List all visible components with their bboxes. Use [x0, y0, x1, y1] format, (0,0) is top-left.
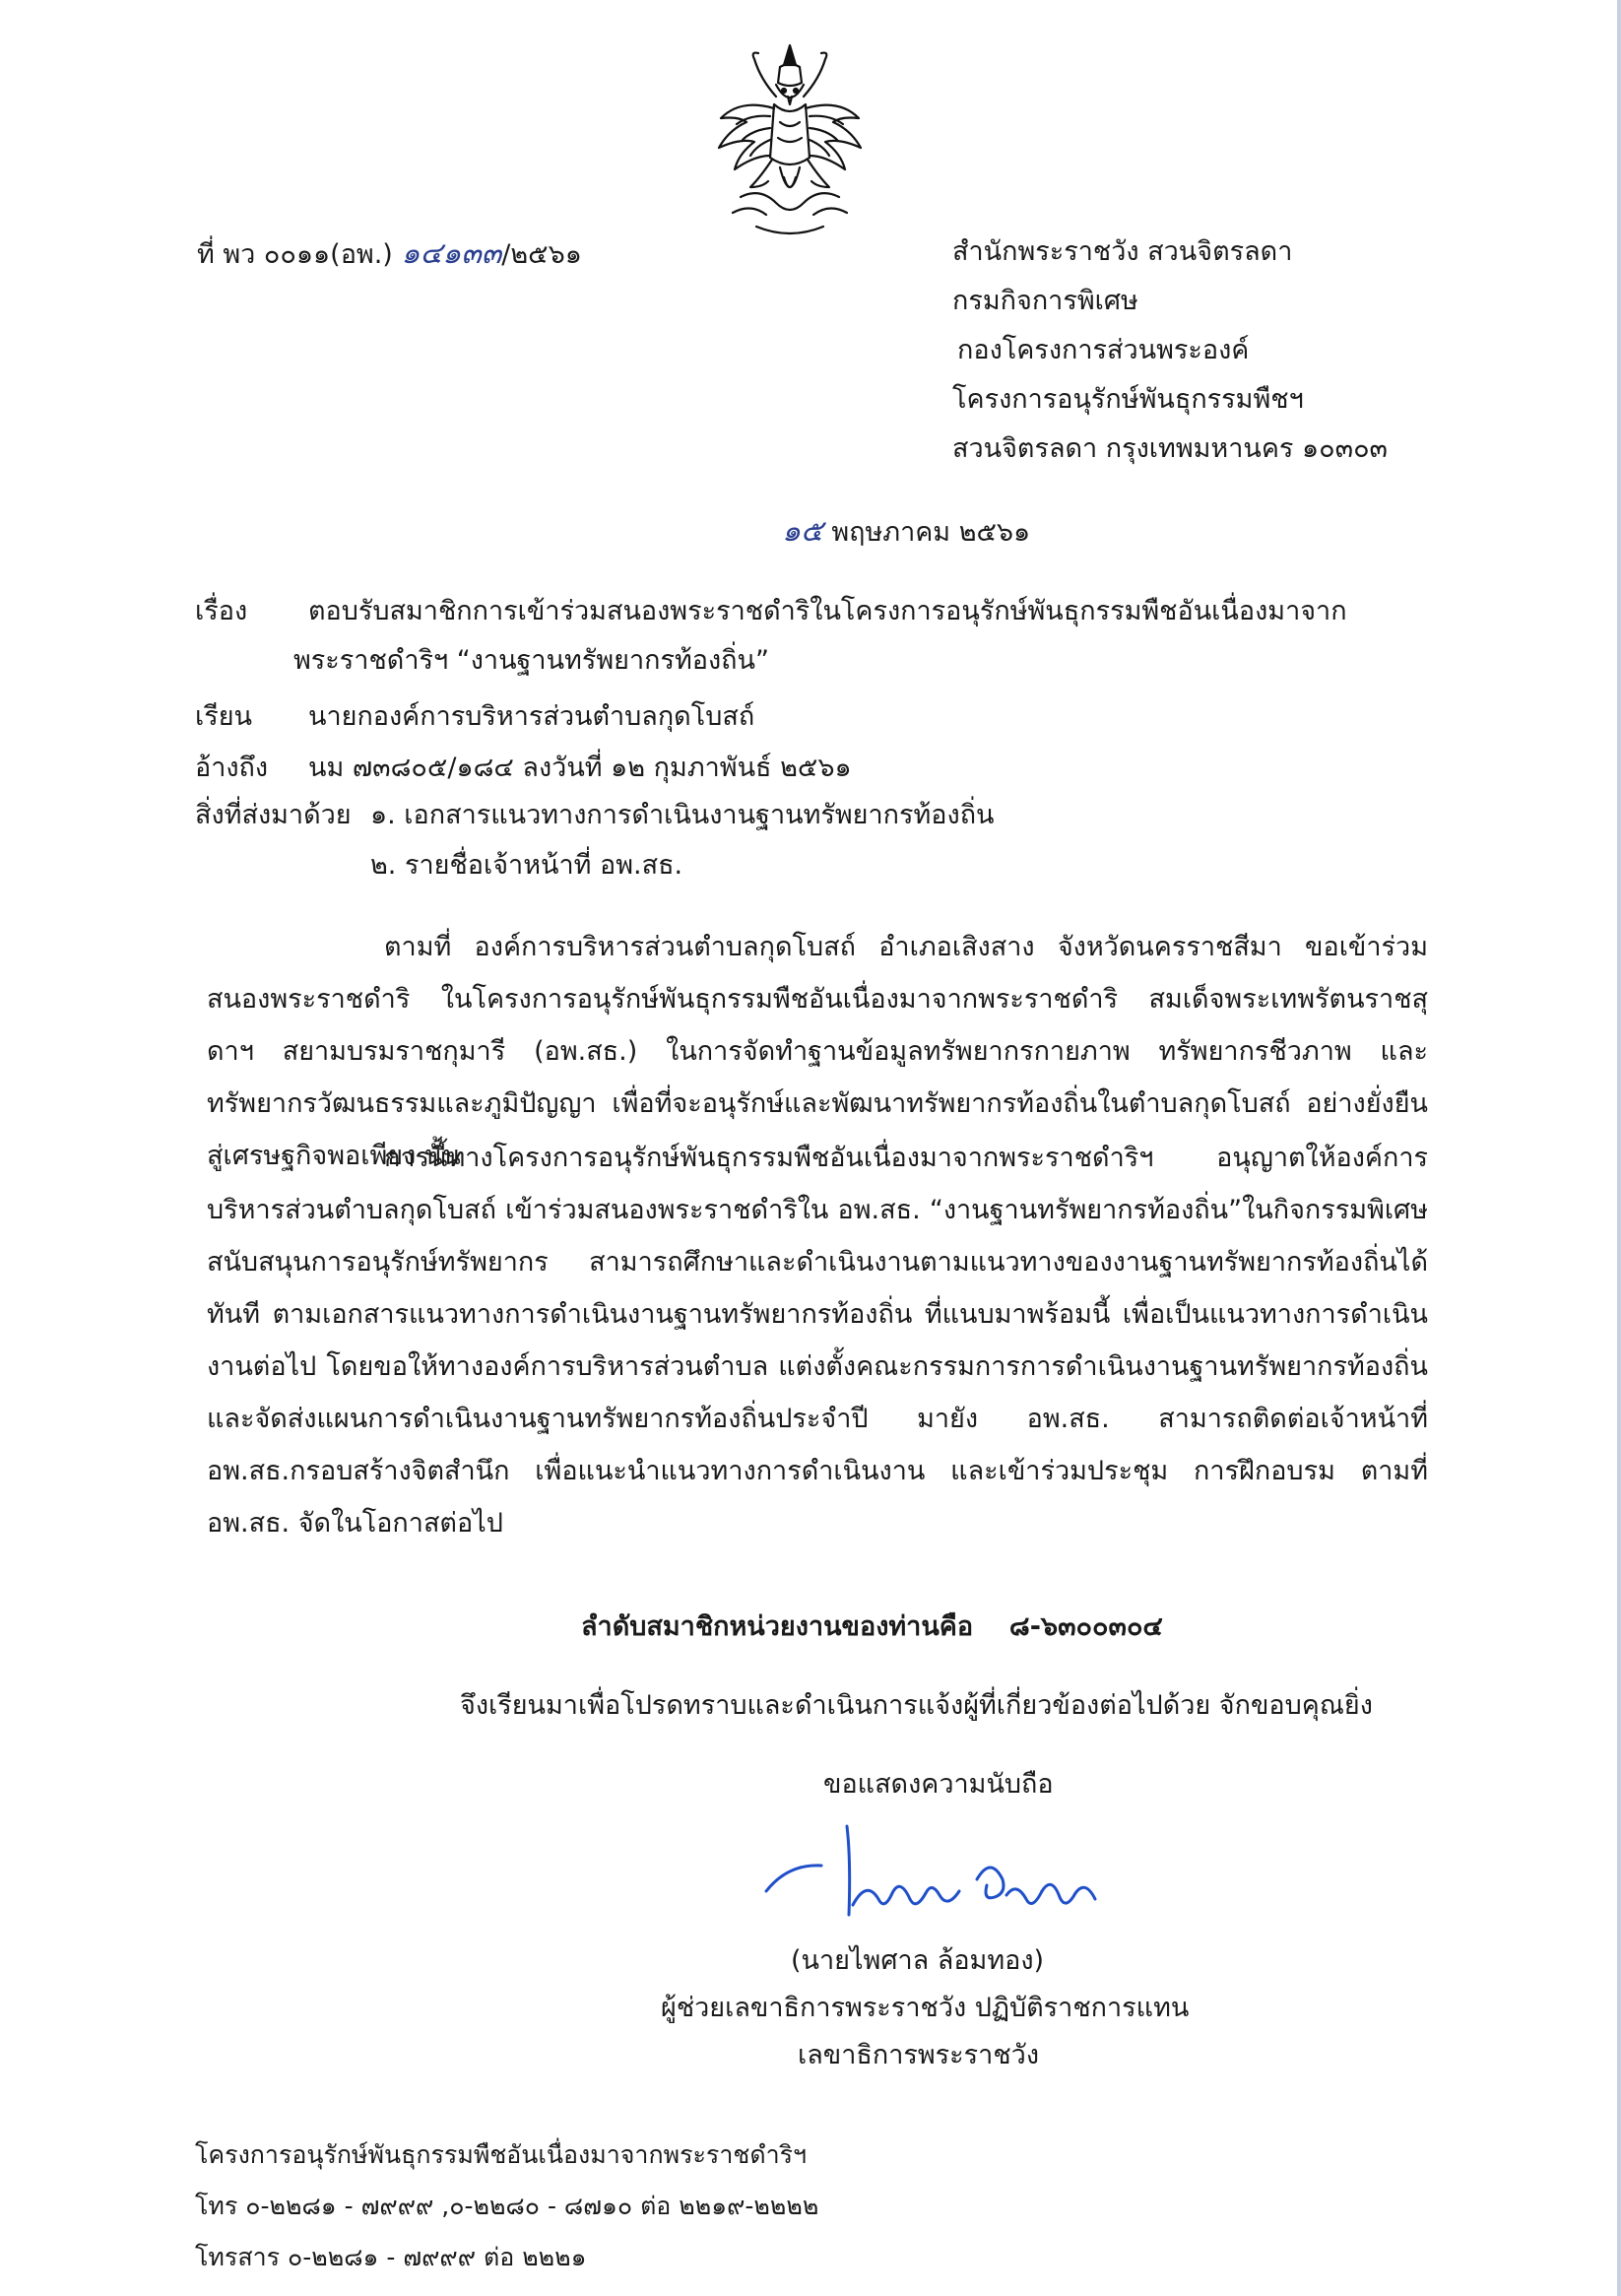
- letter-date: [782, 512, 1030, 553]
- date-text: พฤษภาคม ๒๕๖๑: [831, 517, 1031, 548]
- closing-request: จึงเรียนมาเพื่อโปรดทราบและดำเนินการแจ้งผู้ที่เกี่ยวข้องต่อไปด้วย จักขอบคุณยิ่ง: [460, 1690, 1373, 1721]
- date-day-handwritten: ๑๕: [782, 514, 823, 549]
- salutation: ขอแสดงความนับถือ: [823, 1769, 1054, 1800]
- footer-fax: โทรสาร ๐-๒๒๘๑ - ๗๙๙๙ ต่อ ๒๒๒๑: [195, 2243, 587, 2271]
- garuda-emblem-icon: [711, 39, 869, 246]
- paragraph-1-text: ตามที่ องค์การบริหารส่วนตำบลกุดโบสถ์ อำเภอเสิงสาง จังหวัดนครราชสีมา ขอเข้าร่วมสนองพระราชดำริ ในโครงการอนุรักษ์พันธุกรรมพืชอันเนื่องมาจากพระราชดำริ สมเด็จพระเทพรัตนราชสุดาฯ สยามบรมราชกุมารี (อพ.สธ.) ในการจัดทำฐานข้อมูลทรัพยากรกายภาพ ทรัพยากรชีวภาพ และทรัพยากรวัฒนธรรมและภูมิปัญญา เพื่อที่จะอนุรักษ์และพัฒนาทรัพยากรท้องถิ่นในตำบลกุดโบสถ์ อย่างยั่งยืนสู่เศรษฐกิจพอเพียง นั้น: [207, 932, 1428, 1171]
- to-value: นายกองค์การบริหารส่วนตำบลกุดโบสถ์: [308, 701, 755, 732]
- footer-org: โครงการอนุรักษ์พันธุกรรมพืชอันเนื่องมาจากพระราชดำริฯ: [195, 2140, 808, 2169]
- subject-line-1: ตอบรับสมาชิกการเข้าร่วมสนองพระราชดำริในโครงการอนุรักษ์พันธุกรรมพืชอันเนื่องมาจาก: [308, 596, 1347, 626]
- enclosure-item-2: ๒. รายชื่อเจ้าหน้าที่ อพ.สธ.: [370, 850, 683, 881]
- reference-prefix: ที่ พว ๐๐๑๑(อพ.): [197, 239, 393, 270]
- handwritten-signature-icon: [758, 1820, 1113, 1938]
- enclosure-label: สิ่งที่ส่งมาด้วย: [195, 800, 352, 830]
- signer-name: (นายไพศาล ล้อมทอง): [791, 1945, 1045, 1976]
- sender-line-5: สวนจิตรลดา กรุงเทพมหานคร ๑๐๓๐๓: [952, 433, 1389, 464]
- signer-position-2: เลขาธิการพระราชวัง: [798, 2040, 1040, 2070]
- reference-suffix: /๒๕๖๑: [501, 239, 582, 270]
- subject-line-2: พระราชดำริฯ “งานฐานทรัพยากรท้องถิ่น”: [293, 645, 769, 676]
- reference-handwritten: ๑๔๑๓๓: [401, 236, 502, 271]
- reference-label: อ้างถึง: [195, 753, 269, 783]
- sender-line-2: กรมกิจการพิเศษ: [952, 286, 1138, 316]
- sender-line-4: โครงการอนุรักษ์พันธุกรรมพืชฯ: [952, 384, 1304, 415]
- page-edge: [1617, 0, 1621, 2296]
- to-label: เรียน: [195, 701, 253, 732]
- subject-label: เรื่อง: [195, 596, 248, 626]
- footer-phone: โทร ๐-๒๒๘๑ - ๗๙๙๙ ,๐-๒๒๘๐ - ๘๗๑๐ ต่อ ๒๒๑๙-๒๒๒๒: [195, 2192, 819, 2220]
- enclosure-item-1: ๑. เอกสารแนวทางการดำเนินงานฐานทรัพยากรท้องถิ่น: [370, 800, 995, 830]
- sender-line-3: กองโครงการส่วนพระองค์: [957, 335, 1250, 365]
- member-label: ลำดับสมาชิกหน่วยงานของท่านคือ: [581, 1611, 974, 1642]
- sender-line-1: สำนักพระราชวัง สวนจิตรลดา: [952, 236, 1293, 267]
- member-number-line: [581, 1607, 1163, 1647]
- member-number: ๘-๖๓๐๐๓๐๔: [1008, 1611, 1163, 1642]
- reference-number: [197, 234, 582, 275]
- reference-value: นม ๗๓๘๐๕/๑๘๔ ลงวันที่ ๑๒ กุมภาพันธ์ ๒๕๖๑: [308, 753, 852, 783]
- body-paragraph-2: [207, 1132, 1428, 1549]
- signer-position-1: ผู้ช่วยเลขาธิการพระราชวัง ปฏิบัติราชการแทน: [661, 1993, 1190, 2023]
- paragraph-2-text: การนี้ทางโครงการอนุรักษ์พันธุกรรมพืชอันเนื่องมาจากพระราชดำริฯ อนุญาตให้องค์การบริหารส่วนตำบลกุดโบสถ์ เข้าร่วมสนองพระราชดำริใน อพ.สธ. “งานฐานทรัพยากรท้องถิ่น”ในกิจกรรมพิเศษ สนับสนุนการอนุรักษ์ทรัพยากร สามารถศึกษาและดำเนินงานตามแนวทางของงานฐานทรัพยากรท้องถิ่นได้ทันที ตามเอกสารแนวทางการดำเนินงานฐานทรัพยากรท้องถิ่น ที่แนบมาพร้อมนี้ เพื่อเป็นแนวทางการดำเนินงานต่อไป โดยขอให้ทางองค์การบริหารส่วนตำบล แต่งตั้งคณะกรรมการการดำเนินงานฐานทรัพยากรท้องถิ่นและจัดส่งแผนการดำเนินงานฐานทรัพยากรท้องถิ่นประจำปี มายัง อพ.สธ. สามารถติดต่อเจ้าหน้าที่ อพ.สธ.กรอบสร้างจิตสำนึก เพื่อแนะนำแนวทางการดำเนินงาน และเข้าร่วมประชุม การฝึกอบรม ตามที่ อพ.สธ. จัดในโอกาสต่อไป: [207, 1143, 1428, 1539]
